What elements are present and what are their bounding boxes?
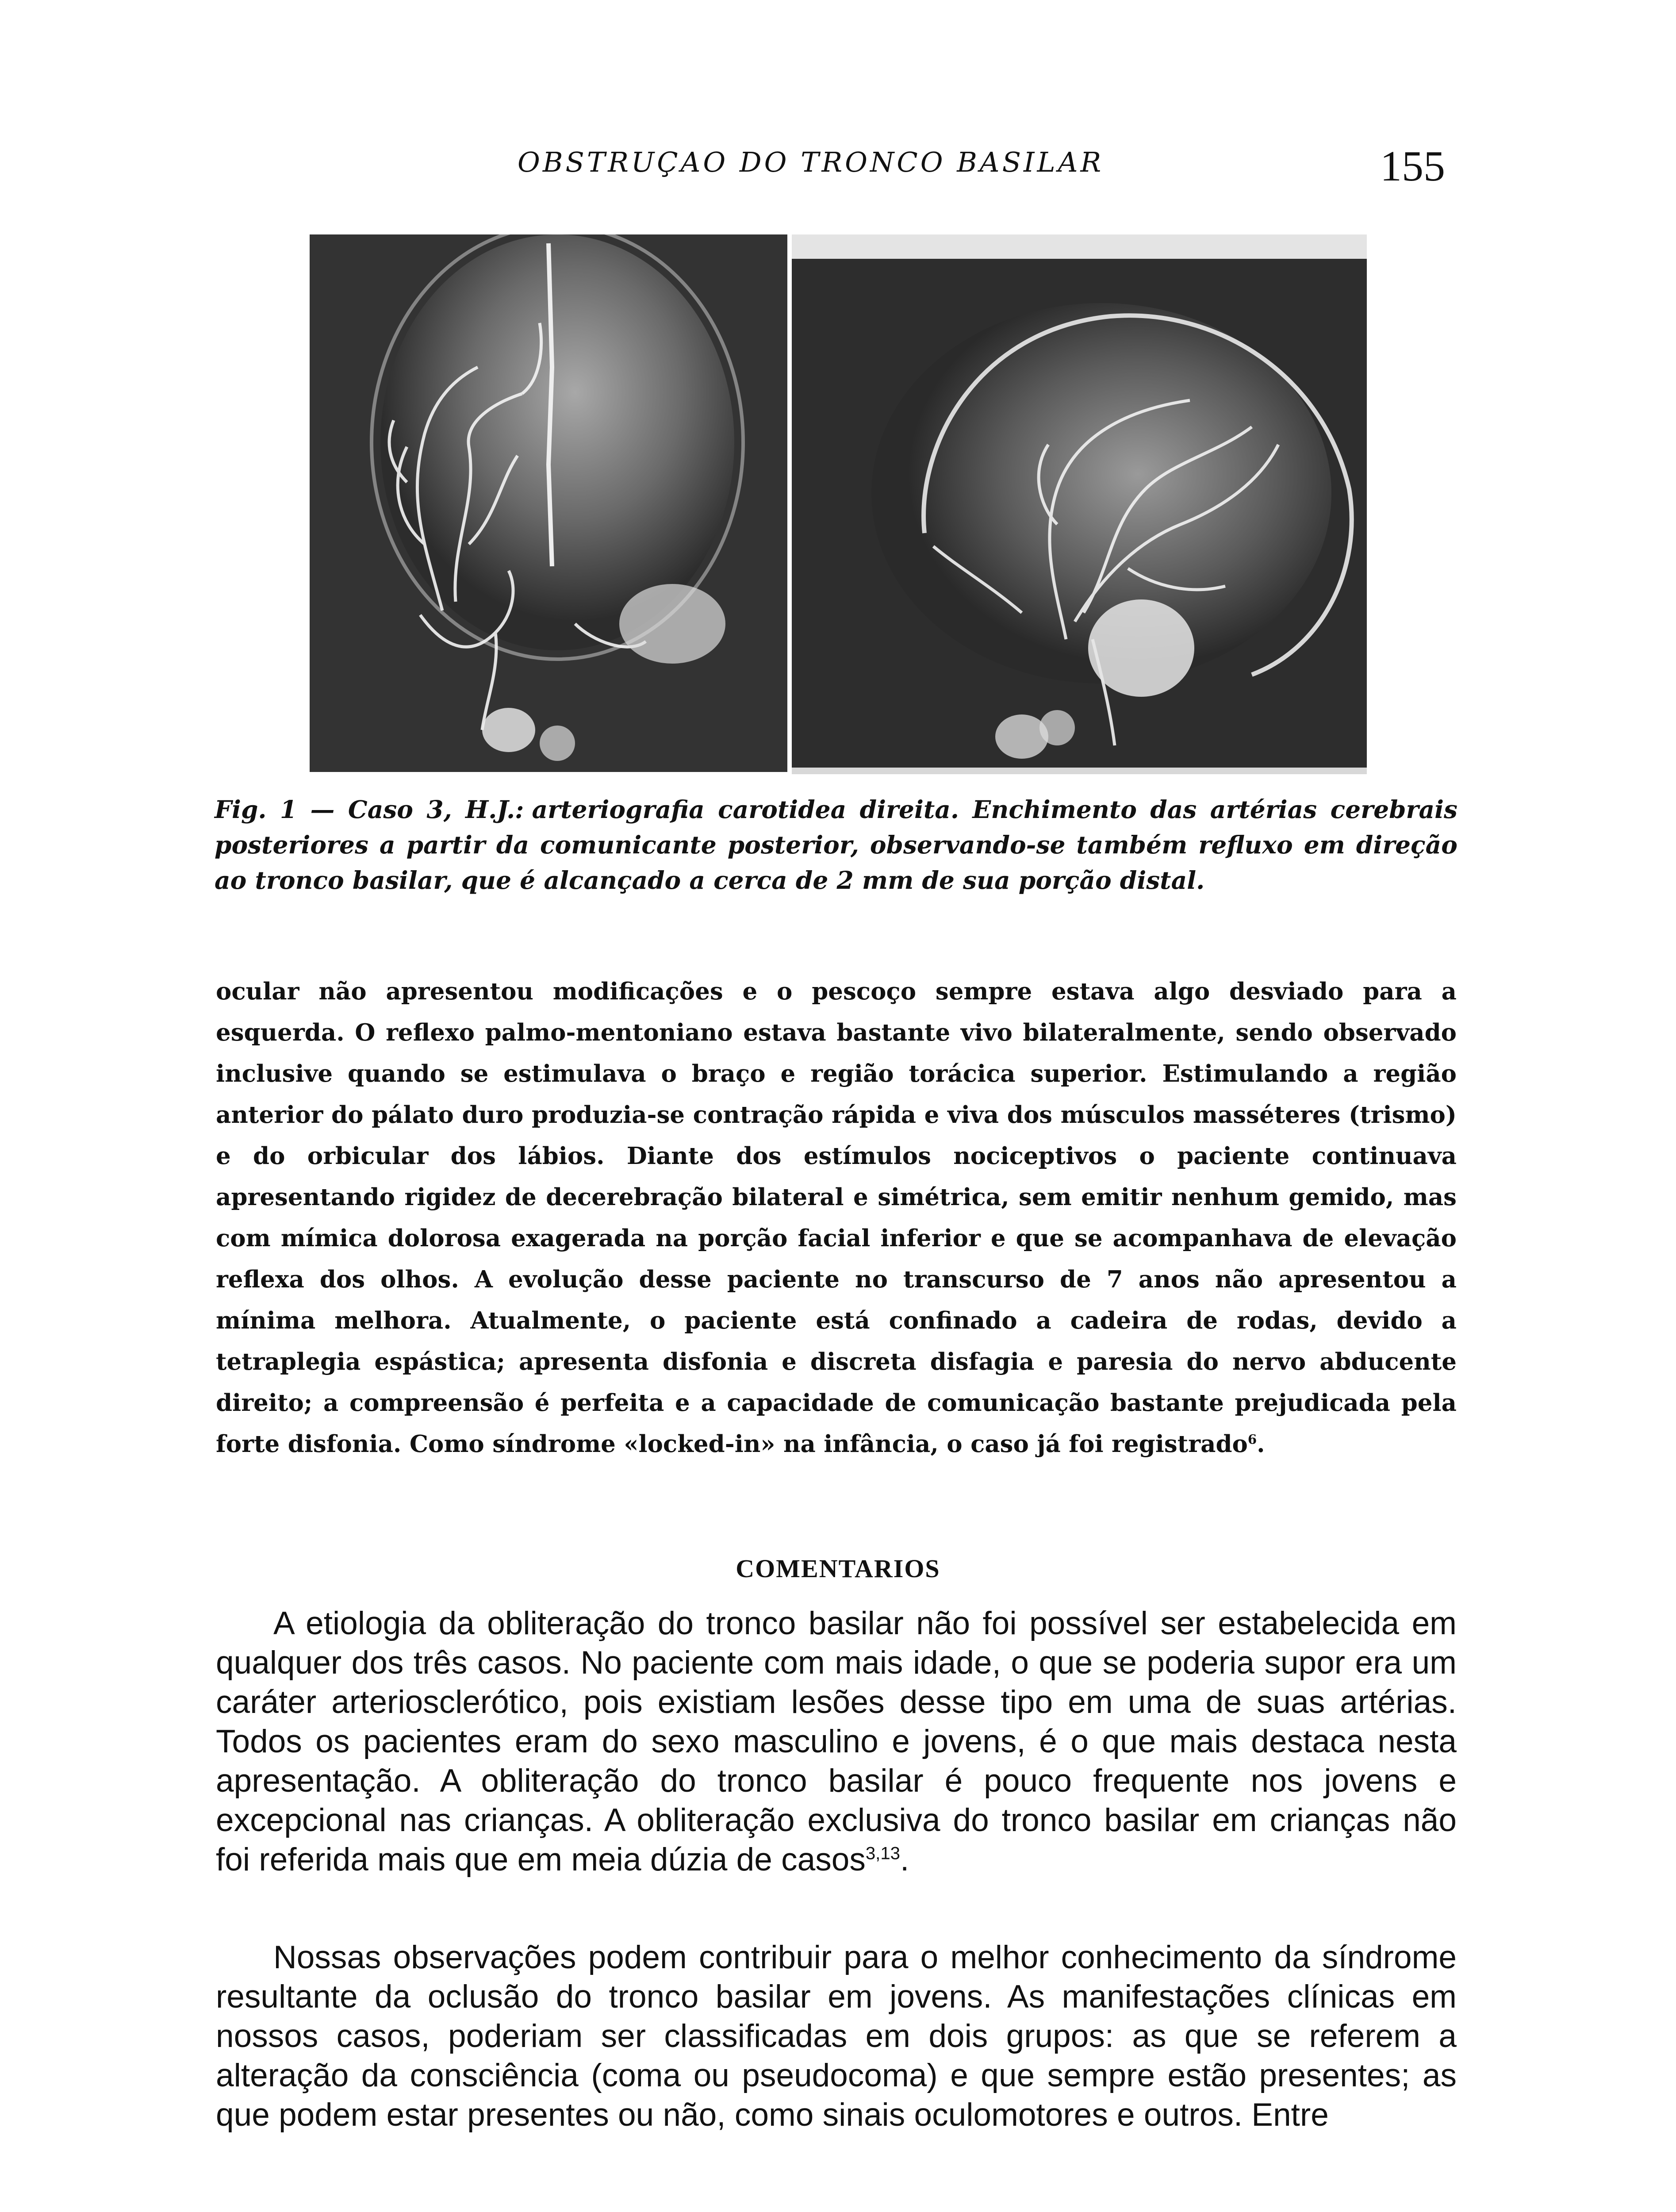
- figure-caption-label: Fig. 1 — Caso 3, H.J.:: [215, 795, 524, 824]
- xray-lateral-bottom-border: [792, 768, 1367, 774]
- xray-lateral-image: [792, 259, 1367, 768]
- figure-1: [310, 234, 1367, 774]
- reference-superscript: 3,13: [865, 1843, 900, 1863]
- xray-lateral-top-border: [792, 234, 1367, 259]
- comments-paragraph-2-text: Nossas observações podem contribuir para o melhor conhecimento da síndrome resultante da oclusão do tronco basilar em jovens. As manifestações clínicas em nossos casos, poderiam ser classificadas em dois grupos: as que se referem a alteração da consciência (coma ou pseudocoma) e que sempre estão presentes; as que podem estar presentes ou não, como sinais oculomotores e outros. Entre: [216, 1939, 1457, 2133]
- body-paragraph-end: .: [1257, 1430, 1265, 1458]
- running-title: OBSTRUÇAO DO TRONCO BASILAR: [518, 146, 1104, 178]
- body-paragraph: [216, 971, 1457, 1465]
- xray-frontal-image: [310, 234, 787, 772]
- body-paragraph-text: ocular não apresentou modificações e o pescoço sempre estava algo desviado para a esquerda. O reflexo palmo-mentoniano estava bastante vivo bilateralmente, sendo observado inclusive quando se estimulava o braço e região torácica superior. Estimulando a região anterior do pálato duro produzia-se contração rápida e viva dos músculos masséteres (trismo) e do orbicular dos lábios. Diante dos estímulos nociceptivos o paciente continuava apresentando rigidez de decerebração bilateral e simétrica, sem emitir nenhum gemido, mas com mímica dolorosa exagerada na porção facial inferior e que se acompanhava de elevação reflexa dos olhos. A evolução desse paciente no transcurso de 7 anos não apresentou a mínima melhora. Atualmente, o paciente está confinado a cadeira de rodas, devido a tetraplegia espástica; apresenta disfonia e discreta disfagia e paresia do nervo abducente direito; a compreensão é perfeita e a capacidade de comunicação bastante prejudicada pela forte disfonia. Como síndrome «locked-in» na infância, o caso já foi registrado: [216, 978, 1457, 1458]
- xray-lateral-drawing: [792, 259, 1367, 768]
- comments-paragraph-1: [216, 1604, 1457, 1879]
- comments-paragraph-1-text: A etiologia da obliteração do tronco basilar não foi possível ser estabelecida em qualquer dos três casos. No paciente com mais idade, o que se poderia supor era um caráter arteriosclerótico, pois existiam lesões desse tipo em uma de suas artérias. Todos os pacientes eram do sexo masculino e jovens, é o que mais destaca nesta apresentação. A obliteração do tronco basilar é pouco frequente nos jovens e excepcional nas crianças. A obliteração exclusiva do tronco basilar em crianças não foi referida mais que em meia dúzia de casos: [216, 1605, 1457, 1878]
- xray-frontal-drawing: [310, 234, 787, 772]
- figure-caption: [215, 792, 1457, 898]
- page-number: 155: [1380, 142, 1445, 190]
- comments-paragraph-2: [216, 1938, 1457, 2135]
- section-title-comentarios: COMENTARIOS: [736, 1554, 940, 1583]
- figure-caption-text: arteriografia carotidea direita. Enchimento das artérias cerebrais posteriores a partir da comunicante posterior, observando-se também refluxo em direção ao tronco basilar, que é alcançado a cerca de 2 mm de sua porção distal.: [215, 795, 1457, 895]
- comments-paragraph-1-end: .: [900, 1842, 909, 1878]
- reference-superscript: 6: [1247, 1432, 1257, 1447]
